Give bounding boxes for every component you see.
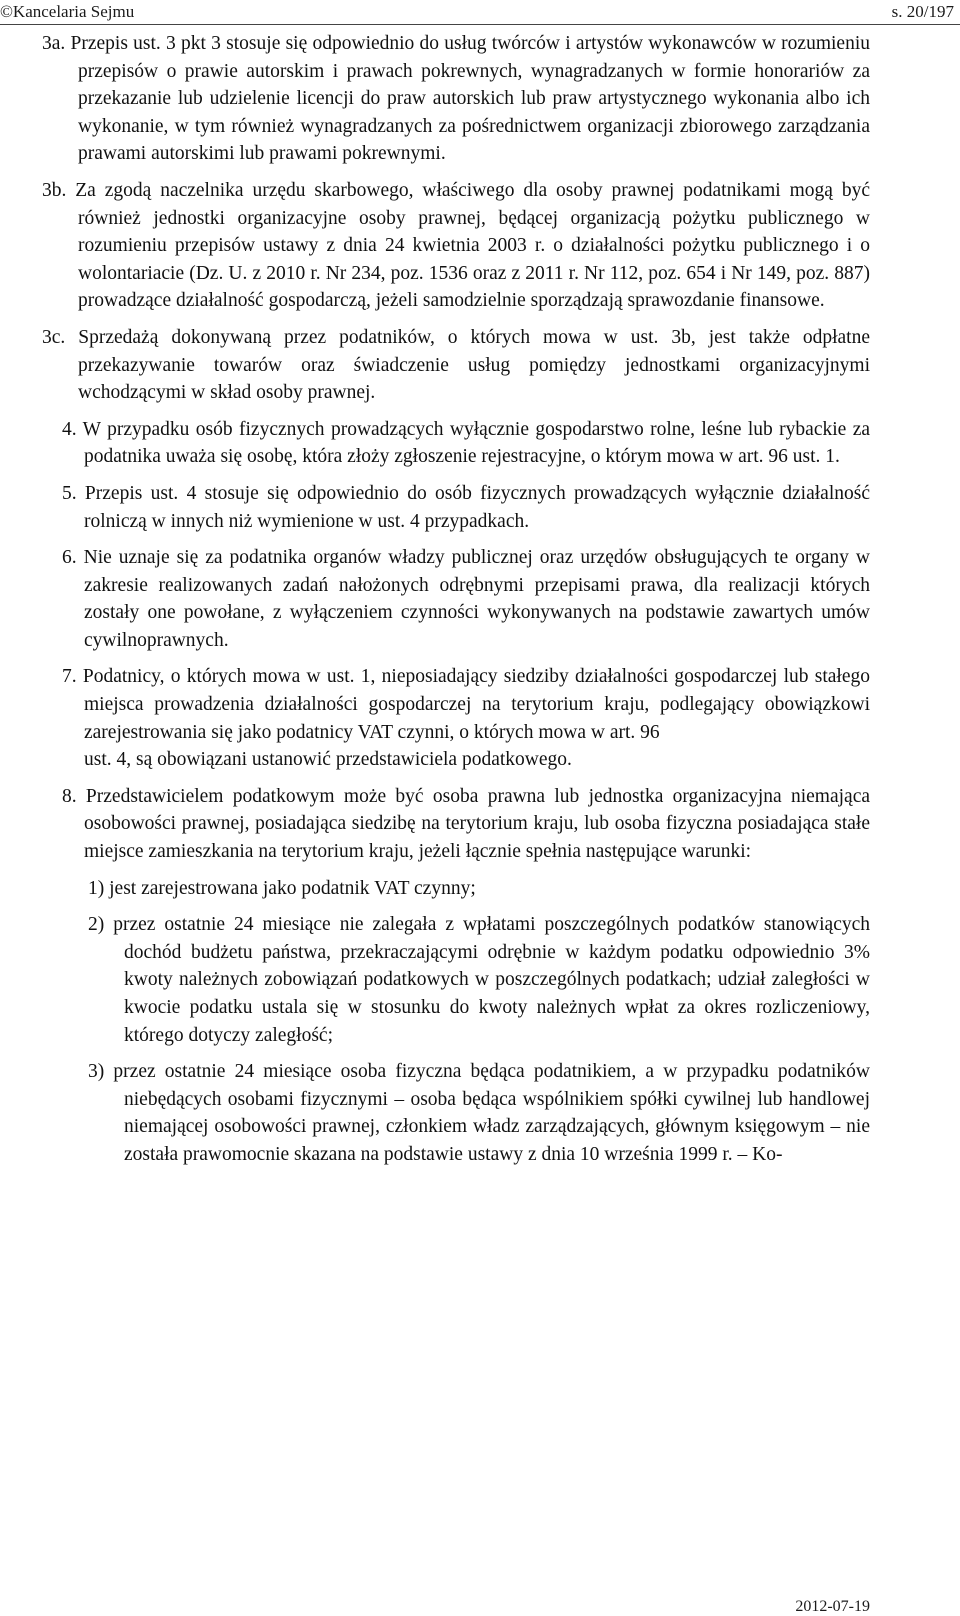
- list-item: 3) przez ostatnie 24 miesiące osoba fizyczna będąca podatnikiem, a w przypadku podatników niebędących osobami fizycznymi – osoba będąca wspólnikiem spółki cywilnej lub handlowej niemającej osobowości prawnej, członkiem władz zarządzających, głównym księgowym – nie została prawomocnie skazana na podstawie ustawy z dnia 10 września 1999 r. – Ko-: [88, 1061, 870, 1165]
- paragraph-3b: 3b. Za zgodą naczelnika urzędu skarbowego, właściwego dla osoby prawnej podatnikami mogą być również jednostki organizacyjne osoby prawnej, będącej organizacją pożytku publicznego w rozumieniu przepisów ustawy z dnia 24 kwietnia 2003 r. o działalności pożytku publicznego i o wolontariacie (Dz. U. z 2010 r. Nr 234, poz. 1536 oraz z 2011 r. Nr 112, poz. 654 i Nr 149, poz. 887) prowadzące działalność gospodarczą, jeżeli samodzielnie sporządzają sprawozdanie finansowe.: [42, 179, 870, 312]
- page-number: s. 20/197: [891, 2, 954, 21]
- paragraph-6: 6. Nie uznaje się za podatnika organów władzy publicznej oraz urzędów obsługujących te organy w zakresie realizowanych zadań nałożonych odrębnymi przepisami prawa, dla realizacji których zostały one powołane, z wyłączeniem czynności wykonywanych na podstawie zawartych umów cywilnoprawnych.: [62, 547, 870, 651]
- paragraph-7-continuation: ust. 4, są obowiązani ustanowić przedstawiciela podatkowego.: [84, 749, 572, 771]
- paragraph-5: 5. Przepis ust. 4 stosuje się odpowiednio do osób fizycznych prowadzących wyłącznie działalność rolniczą w innych niż wymienione w ust. 4 przypadkach.: [62, 482, 870, 532]
- list-item: 2) przez ostatnie 24 miesiące nie zalegała z wpłatami poszczególnych podatków stanowiących dochód budżetu państwa, przekraczającymi odrębnie w każdym podatku odpowiednio 3% kwoty należnych zobowiązań podatkowych w poszczególnych podatkach; udział zaległości w kwocie podatku ustala się w stosunku do kwoty należnych wpłat za okres rozliczeniowy, którego dotyczy zaległość;: [88, 914, 870, 1046]
- page-header: [0, 0, 960, 30]
- header-divider: [0, 24, 960, 25]
- list-item: 1) jest zarejestrowana jako podatnik VAT czynny;: [88, 877, 476, 899]
- paragraph-3c: 3c. Sprzedażą dokonywaną przez podatników, o których mowa w ust. 3b, jest także odpłatne przekazywanie towarów oraz świadczenie usług pomiędzy jednostkami organizacyjnymi wchodzącymi w skład osoby prawnej.: [42, 326, 870, 404]
- copyright-label: ©Kancelaria Sejmu: [0, 2, 135, 21]
- paragraph-3a: 3a. Przepis ust. 3 pkt 3 stosuje się odpowiednio do usług twórców i artystów wykonawców w rozumieniu przepisów o prawie autorskim i prawach pokrewnych, wynagradzanych w formie honorariów za przekazanie lub udzielenie licencji do praw autorskich lub praw artystycznego wykonania albo ich wykonanie, w tym również wynagradzanych za pośrednictwem organizacji zbiorowego zarządzania prawami autorskimi lub prawami pokrewnymi.: [42, 33, 870, 165]
- document-body: [42, 30, 870, 1178]
- paragraph-7: [42, 663, 870, 773]
- paragraph-7-text: 7. Podatnicy, o których mowa w ust. 1, nieposiadający siedziby działalności gospodarczej lub stałego miejsca prowadzenia działalności gospodarczej na terytorium kraju, podlegający obowiązkowi zarejestrowania się jako podatnicy VAT czynni, o których mowa w art. 96: [62, 666, 870, 743]
- paragraph-8: 8. Przedstawicielem podatkowym może być osoba prawna lub jednostka organizacyjna niemająca osobowości prawnej, posiadająca siedzibę na terytorium kraju, lub osoba fizyczna posiadająca stałe miejsce zamieszkania na terytorium kraju, jeżeli łącznie spełnia następujące warunki:: [62, 785, 870, 863]
- paragraph-4: 4. W przypadku osób fizycznych prowadzących wyłącznie gospodarstwo rolne, leśne lub rybackie za podatnika uważa się osobę, która złoży zgłoszenie rejestracyjne, o którym mowa w art. 96 ust. 1.: [62, 418, 870, 468]
- document-date: 2012-07-19: [795, 1598, 870, 1615]
